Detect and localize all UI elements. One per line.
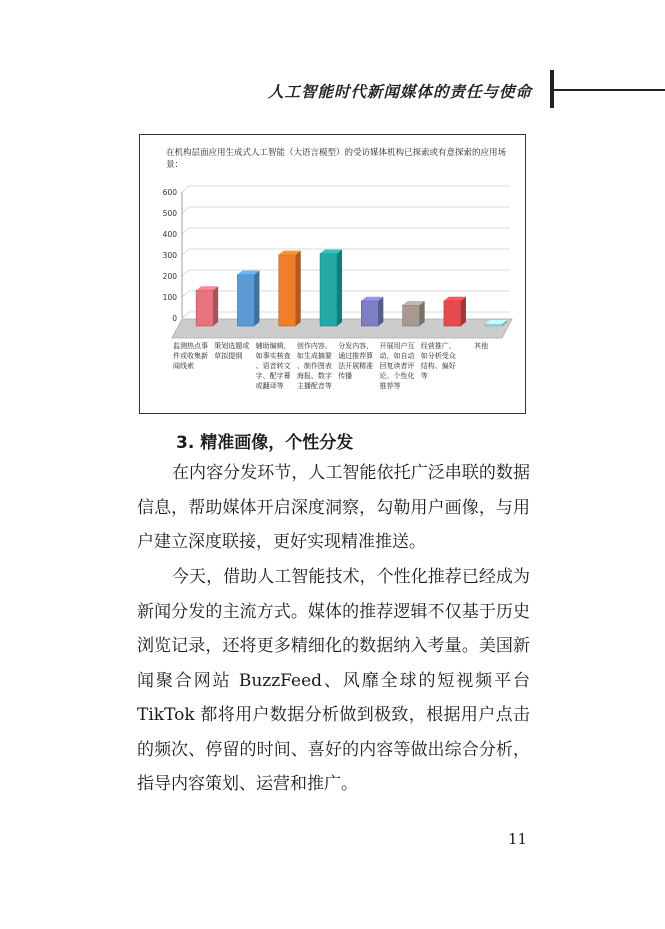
body-paragraph-2: 今天，借助人工智能技术，个性化推荐已经成为新闻分发的主流方式。媒体的推荐逻辑不仅基于历史浏览记录，还将更多精细化的数据纳入考量。美国新闻聚合网站 BuzzFeed、风靡全球的短视频平台 TikTok 都将用户数据分析做到极致，根据用户点击的频次、停留的时间、喜好的内容等做出综合分析，指导内容策划、运营和推广。 [137, 567, 530, 794]
category-label: 论、个性化 [379, 372, 415, 380]
category-label: 或翻译等 [255, 382, 284, 390]
header-horizontal-rule [554, 89, 665, 91]
bar-side [296, 251, 301, 326]
y-tick-label: 600 [162, 188, 177, 197]
gridline-depth [182, 186, 189, 192]
category-label: 字、配字幕 [255, 372, 291, 380]
category-label: 推荐等 [379, 382, 401, 390]
bar-side [420, 301, 425, 326]
category-label: 策划选题或 [214, 342, 250, 350]
bar-chart [140, 135, 524, 412]
bar-side [337, 250, 342, 326]
y-tick-label: 0 [172, 314, 177, 323]
y-tick-label: 400 [162, 230, 177, 239]
category-label: 如分析受众 [420, 352, 456, 360]
bar [444, 301, 461, 326]
category-label: 经营推广， [420, 342, 456, 350]
y-tick-label: 100 [162, 293, 177, 302]
category-label: 动，如自动 [379, 352, 415, 360]
bar [196, 290, 213, 326]
page-number: 11 [508, 830, 528, 848]
category-label: 如事实核查 [255, 352, 291, 360]
category-label: 传播 [338, 372, 353, 380]
category-label: 回复读者评 [379, 362, 415, 370]
running-header-title: 人工智能时代新闻媒体的责任与使命 [268, 83, 533, 101]
section-heading: 3. 精准画像，个性分发 [176, 433, 354, 453]
category-label: 草拟提纲 [214, 352, 243, 360]
bar-side [213, 286, 218, 326]
bar [361, 301, 378, 326]
category-label: 分发内容， [338, 342, 374, 350]
category-label: 如生成摘要 [296, 352, 332, 360]
category-label: 创作内容， [296, 342, 332, 350]
y-tick-label: 300 [162, 251, 177, 260]
bar [403, 305, 420, 326]
category-label: 、语音转文 [255, 362, 291, 370]
category-label: 闻线索 [173, 362, 194, 370]
y-tick-label: 500 [162, 209, 177, 218]
bar-side [378, 297, 383, 326]
bar [237, 275, 254, 326]
category-label: 海报、数字 [296, 372, 332, 380]
bar [485, 324, 502, 326]
bar [320, 254, 337, 326]
chart-title: 在机构层面应用生成式人工智能（大语言模型）的受访媒体机构已探索或有意探索的应用场景： [166, 148, 507, 170]
category-label: 主播配音等 [296, 382, 332, 390]
category-label: 件或收集新 [173, 352, 208, 360]
category-label: 等 [420, 372, 428, 380]
category-label: 、制作图表 [296, 362, 332, 370]
gridline-depth [182, 228, 189, 234]
category-label: 辅助编辑， [255, 342, 291, 350]
bar-side [254, 271, 259, 326]
category-label: 通过推荐算 [338, 352, 374, 360]
gridline-depth [182, 270, 189, 276]
gridline-depth [182, 291, 189, 297]
gridline-depth [182, 207, 189, 213]
y-tick-label: 200 [162, 272, 177, 281]
bar [279, 255, 296, 326]
gridline-depth [182, 312, 189, 318]
body-paragraph-1: 在内容分发环节，人工智能依托广泛串联的数据信息，帮助媒体开启深度洞察，勾勒用户画像，与用户建立深度联接，更好实现精准推送。 [137, 463, 530, 552]
chart-figure [139, 134, 526, 414]
category-label: 法开展精准 [338, 362, 374, 370]
category-label: 监测热点事 [173, 342, 208, 350]
category-label: 开展用户互 [379, 342, 415, 350]
category-label: 结构、偏好 [420, 362, 456, 370]
gridline-depth [182, 249, 189, 255]
category-label: 其他 [474, 342, 489, 350]
bar-side [461, 297, 466, 326]
